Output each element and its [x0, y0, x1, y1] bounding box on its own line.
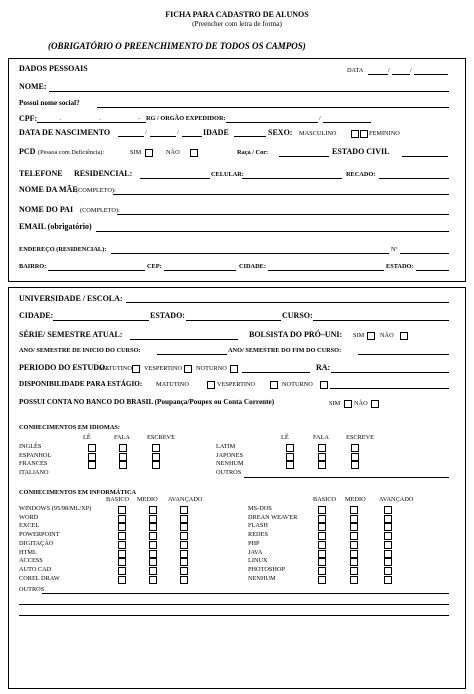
it-left-1-check-2[interactable]	[180, 515, 188, 523]
message-label: RECADO:	[346, 171, 376, 178]
mother-complete-label: (COMPLETO):	[76, 187, 116, 194]
it-title: CONHECIMENTOS EM INFORMÁTICA	[19, 489, 137, 496]
availability-field[interactable]	[330, 388, 449, 389]
lang-right-2-check-0[interactable]	[286, 461, 294, 469]
it-right-1-check-2[interactable]	[384, 515, 392, 523]
scholar-label: BOLSISTA DO PRÓ–UNI:	[249, 330, 343, 339]
period-night-checkbox[interactable]	[230, 365, 238, 373]
course-start-label: ANO/ SEMESTRE DE INICIO DO CURSO:	[19, 347, 141, 354]
ra-label: RA:	[316, 363, 331, 372]
lang-left-0-check-1[interactable]	[119, 444, 127, 452]
period-night-label: NOTURNO	[196, 365, 227, 372]
lang-left-1: ESPANHOL	[19, 451, 52, 459]
it-left-7-check-1[interactable]	[149, 567, 157, 575]
it-left-4-check-0[interactable]	[118, 541, 126, 549]
pcd-yes-label: SIM	[130, 149, 142, 156]
zip-field[interactable]	[164, 270, 236, 271]
it-right-5-check-2[interactable]	[384, 550, 392, 558]
lang-right-3: OUTROS	[216, 468, 242, 476]
it-right-4: PHP	[248, 539, 260, 547]
lang-left-3: ITALIANO	[19, 468, 49, 476]
avail-morning-checkbox[interactable]	[207, 381, 215, 389]
lang-col-left-1: FALA	[114, 434, 130, 441]
rg-label: RG / ORGÃO EXPEDIDOR:	[146, 115, 226, 122]
mother-label: NOME DA MÃE	[19, 185, 78, 194]
course-end-label: ANO/ SEMESTRE DO FIM DO CURSO:	[228, 347, 342, 354]
uni-city-label: CIDADE:	[19, 311, 54, 320]
it-left-3-check-0[interactable]	[118, 532, 126, 540]
father-label: NOME DO PAI	[19, 205, 74, 214]
course-field[interactable]	[313, 320, 449, 321]
bank-label: POSSUI CONTA NO BANCO DO BRASIL (Poupança/Poupex ou Conta Corrente)	[19, 398, 275, 406]
it-right-8-check-0[interactable]	[318, 576, 326, 584]
it-right-1-check-0[interactable]	[318, 515, 326, 523]
zip-label: CEP:	[147, 263, 162, 270]
it-left-8: COREL DRAW	[19, 574, 60, 582]
it-right-2: FLASH	[248, 522, 268, 530]
lang-left-2: FRANCES	[19, 460, 48, 467]
date-month-field[interactable]	[392, 74, 410, 75]
it-left-7: AUTO CAD	[19, 565, 52, 573]
it-right-7-check-1[interactable]	[350, 567, 358, 575]
age-field[interactable]	[234, 136, 266, 137]
pcd-no-label: NÃO	[166, 149, 180, 156]
it-left-7-check-2[interactable]	[180, 567, 188, 575]
race-field[interactable]	[279, 156, 329, 157]
name-label: NOME:	[19, 82, 47, 91]
it-left-8-check-0[interactable]	[118, 576, 126, 584]
it-left-5-check-2[interactable]	[180, 550, 188, 558]
father-complete-label: (COMPLETO):	[80, 207, 120, 214]
birth-year-field[interactable]	[182, 136, 202, 137]
lang-right-0-check-2[interactable]	[351, 444, 359, 452]
message-field[interactable]	[379, 178, 449, 179]
pcd-detail: (Pessoa com Deficiência):	[38, 149, 105, 156]
avail-afternoon-checkbox[interactable]	[270, 381, 278, 389]
birth-month-field[interactable]	[150, 136, 176, 137]
state-label: ESTADO:	[386, 263, 414, 270]
it-left-4-check-1[interactable]	[149, 541, 157, 549]
state-field[interactable]	[416, 270, 449, 271]
email-label: EMAIL (obrigatório)	[19, 222, 92, 231]
civil-status-label: ESTADO CIVIL	[332, 147, 390, 156]
lang-left-0-check-2[interactable]	[152, 444, 160, 452]
lang-right-2-check-2[interactable]	[351, 461, 359, 469]
it-right-0-check-0[interactable]	[318, 506, 326, 514]
it-right-3-check-2[interactable]	[384, 532, 392, 540]
lang-col-right-1: FALA	[313, 434, 329, 441]
semester-field[interactable]	[130, 339, 238, 340]
it-right-2-check-0[interactable]	[318, 523, 326, 531]
it-col-left-2: AVANÇADO	[168, 496, 203, 503]
lang-right-1-check-1[interactable]	[318, 453, 326, 461]
rg-field[interactable]	[226, 122, 318, 123]
bank-yes-checkbox[interactable]	[344, 400, 352, 408]
it-left-8-check-2[interactable]	[180, 576, 188, 584]
it-right-0: MS-DOS	[248, 505, 272, 512]
course-start-field[interactable]	[157, 354, 227, 355]
lang-right-2: NENHUM	[216, 460, 244, 467]
address-label: ENDEREÇO (RESIDENCIAL):	[19, 246, 107, 253]
it-others-line-2[interactable]	[19, 604, 449, 605]
bank-no-label: NÃO	[354, 400, 368, 407]
it-left-3-check-1[interactable]	[149, 532, 157, 540]
it-left-2-check-0[interactable]	[118, 523, 126, 531]
period-extra-field[interactable]	[242, 372, 310, 373]
it-others-field[interactable]	[42, 593, 449, 594]
lang-right-1: JAPONES	[216, 451, 243, 459]
name-field[interactable]	[49, 91, 449, 92]
birth-label: DATA DE NASCIMENTO	[19, 128, 111, 137]
lang-right-0-check-1[interactable]	[318, 444, 326, 452]
it-right-4-check-0[interactable]	[318, 541, 326, 549]
number-label: Nº	[391, 246, 398, 253]
pcd-yes-checkbox[interactable]	[145, 149, 153, 157]
city-field[interactable]	[268, 270, 384, 271]
city-label: CIDADE:	[239, 263, 266, 270]
period-afternoon-checkbox[interactable]	[184, 365, 192, 373]
father-field[interactable]	[117, 214, 449, 215]
date-label: DATA	[347, 67, 364, 74]
lang-col-right-2: ESCREVE	[346, 434, 374, 441]
it-right-2-check-1[interactable]	[350, 523, 358, 531]
age-label: IDADE	[203, 128, 229, 137]
uni-state-field[interactable]	[186, 320, 281, 321]
it-left-2-check-1[interactable]	[149, 523, 157, 531]
male-checkbox[interactable]	[351, 130, 359, 138]
bank-no-checkbox[interactable]	[371, 400, 379, 408]
it-left-6-check-2[interactable]	[180, 558, 188, 566]
it-right-7: PHOTOSHOP	[248, 565, 285, 573]
birth-day-field[interactable]	[118, 136, 144, 137]
uni-state-label: ESTADO:	[150, 311, 185, 320]
lang-left-2-check-1[interactable]	[119, 461, 127, 469]
cpf-separators: . . -	[60, 115, 159, 122]
it-col-left-1: MEDIO	[137, 496, 158, 503]
it-left-4-check-2[interactable]	[180, 541, 188, 549]
male-label: MASCULINO	[299, 130, 337, 137]
cell-label: CELULAR:	[211, 171, 244, 178]
it-right-3: REDES	[248, 531, 268, 539]
form-title: FICHA PARA CADASTRO DE ALUNOS	[165, 10, 309, 19]
period-label: PERIODO DO ESTUDO:	[19, 363, 108, 372]
it-left-5-check-1[interactable]	[149, 550, 157, 558]
pcd-no-checkbox[interactable]	[190, 149, 198, 157]
district-field[interactable]	[48, 270, 145, 271]
it-col-right-2: AVANÇADO	[379, 496, 414, 503]
it-left-2-check-2[interactable]	[180, 523, 188, 531]
it-left-0-check-2[interactable]	[180, 506, 188, 514]
it-right-2-check-2[interactable]	[384, 523, 392, 531]
course-label: CURSO:	[282, 311, 313, 320]
it-right-4-check-2[interactable]	[384, 541, 392, 549]
avail-night-label: NOTURNO	[282, 381, 313, 388]
civil-status-field[interactable]	[402, 156, 448, 157]
it-right-6: LINUX	[248, 557, 268, 565]
it-right-5: JAVA	[248, 548, 263, 556]
period-afternoon-label: VESPERTINO	[144, 365, 183, 372]
avail-afternoon-label: VESPERTINO	[217, 381, 256, 388]
it-right-8: NENHUM	[248, 574, 276, 582]
scholar-yes-label: SIM	[353, 332, 365, 339]
lang-left-2-check-2[interactable]	[152, 461, 160, 469]
it-col-right-1: MEDIO	[345, 496, 366, 503]
it-right-7-check-2[interactable]	[384, 567, 392, 575]
it-col-right-0: BASICO	[313, 496, 337, 503]
form-subtitle: (Preencher com letra de forma)	[192, 20, 282, 28]
ra-field[interactable]	[331, 372, 449, 373]
it-left-6: ACCESS	[19, 557, 43, 565]
it-col-left-0: BASICO	[106, 496, 130, 503]
it-left-2: EXCEL	[19, 522, 40, 530]
lang-right-1-check-0[interactable]	[286, 453, 294, 461]
it-left-3: POWERPOINT	[19, 531, 60, 539]
it-left-5: HTML	[19, 548, 37, 556]
lang-col-right-0: LÊ	[281, 434, 289, 441]
it-right-0-check-2[interactable]	[384, 506, 392, 514]
it-right-5-check-1[interactable]	[350, 550, 358, 558]
scholar-yes-checkbox[interactable]	[367, 332, 375, 340]
languages-title: CONHECIMENTOS EM IDIOMAS:	[19, 424, 120, 431]
female-checkbox[interactable]	[360, 130, 368, 138]
personal-section-title: DADOS PESSOAIS	[19, 64, 88, 73]
lang-left-1-check-1[interactable]	[119, 453, 127, 461]
avail-morning-label: MATUTINO	[156, 381, 189, 388]
sex-label: SEXO:	[268, 128, 293, 137]
lang-left-1-check-2[interactable]	[152, 453, 160, 461]
it-right-0-check-1[interactable]	[350, 506, 358, 514]
university-label: UNIVERSIDADE / ESCOLA:	[19, 294, 123, 303]
female-label: FEMININO	[369, 130, 400, 137]
period-morning-checkbox[interactable]	[132, 365, 140, 373]
lang-left-0: INGLÊS	[19, 443, 42, 450]
it-right-6-check-0[interactable]	[318, 558, 326, 566]
race-label: Raça / Cor:	[237, 149, 269, 156]
mandatory-notice: (OBRIGATÓRIO O PREENCHIMENTO DE TODOS OS CAMPOS)	[48, 41, 306, 51]
uni-city-field[interactable]	[53, 320, 149, 321]
it-right-6-check-2[interactable]	[384, 558, 392, 566]
lang-col-left-2: ESCREVE	[147, 434, 175, 441]
it-left-0: WINDOWS (95/98/ML/XP)	[19, 505, 92, 512]
date-year-field[interactable]	[414, 74, 448, 75]
pcd-label: PCD	[19, 147, 36, 156]
it-right-1: DREAN WEAVER	[248, 513, 298, 521]
it-right-5-check-0[interactable]	[318, 550, 326, 558]
course-end-field[interactable]	[358, 354, 449, 355]
it-left-7-check-0[interactable]	[118, 567, 126, 575]
scholar-no-checkbox[interactable]	[400, 332, 408, 340]
scholar-no-label: NÃO	[380, 332, 394, 339]
it-left-6-check-0[interactable]	[118, 558, 126, 566]
it-right-3-check-0[interactable]	[318, 532, 326, 540]
district-label: BAIRRO:	[19, 263, 47, 270]
bank-yes-label: SIM	[329, 400, 341, 407]
lang-col-left-0: LÊ	[83, 434, 91, 441]
it-left-1-check-0[interactable]	[118, 515, 126, 523]
date-day-field[interactable]	[368, 74, 388, 75]
email-field[interactable]	[96, 231, 449, 232]
it-others-label: OUTROS	[19, 586, 45, 593]
it-left-4: DIGITAÇÃO	[19, 539, 54, 547]
it-right-8-check-2[interactable]	[384, 576, 392, 584]
social-name-field[interactable]	[97, 107, 449, 108]
mother-field[interactable]	[113, 194, 449, 195]
residential-phone-field[interactable]	[140, 178, 210, 179]
it-right-8-check-1[interactable]	[350, 576, 358, 584]
it-right-7-check-0[interactable]	[318, 567, 326, 575]
lang-right-2-check-1[interactable]	[318, 461, 326, 469]
avail-night-checkbox[interactable]	[320, 381, 328, 389]
university-field[interactable]	[126, 302, 449, 303]
availability-label: DISPONIBILIDADE PARA ESTÁGIO:	[19, 380, 143, 388]
it-left-3-check-2[interactable]	[180, 532, 188, 540]
phone-label: TELEFONE	[19, 169, 63, 178]
it-right-1-check-1[interactable]	[350, 515, 358, 523]
cell-field[interactable]	[242, 178, 342, 179]
it-left-6-check-1[interactable]	[149, 558, 157, 566]
it-others-line-3[interactable]	[19, 615, 449, 616]
residential-phone-label: RESIDENCIAL:	[74, 169, 133, 178]
it-left-1: WORD	[19, 513, 39, 521]
social-name-label: Possui nome social?	[19, 99, 80, 107]
lang-right-1-check-2[interactable]	[351, 453, 359, 461]
it-right-4-check-1[interactable]	[350, 541, 358, 549]
rg-issuer-field[interactable]	[323, 122, 371, 123]
number-field[interactable]	[400, 253, 449, 254]
it-left-8-check-1[interactable]	[149, 576, 157, 584]
it-left-5-check-0[interactable]	[118, 550, 126, 558]
lang-right-0-check-0[interactable]	[286, 444, 294, 452]
it-left-1-check-1[interactable]	[149, 515, 157, 523]
address-field[interactable]	[111, 253, 389, 254]
cpf-label: CPF:	[19, 114, 38, 123]
it-right-6-check-1[interactable]	[350, 558, 358, 566]
lang-others-field[interactable]	[244, 477, 449, 478]
it-right-3-check-1[interactable]	[350, 532, 358, 540]
it-left-0-check-1[interactable]	[149, 506, 157, 514]
lang-right-0: LATIM	[216, 443, 236, 450]
lang-left-0-check-0[interactable]	[88, 444, 96, 452]
semester-label: SÉRIE/ SEMESTRE ATUAL:	[19, 330, 123, 339]
it-left-0-check-0[interactable]	[118, 506, 126, 514]
period-morning-label: MATUTINO	[99, 365, 132, 372]
lang-left-1-check-0[interactable]	[88, 453, 96, 461]
lang-left-2-check-0[interactable]	[88, 461, 96, 469]
